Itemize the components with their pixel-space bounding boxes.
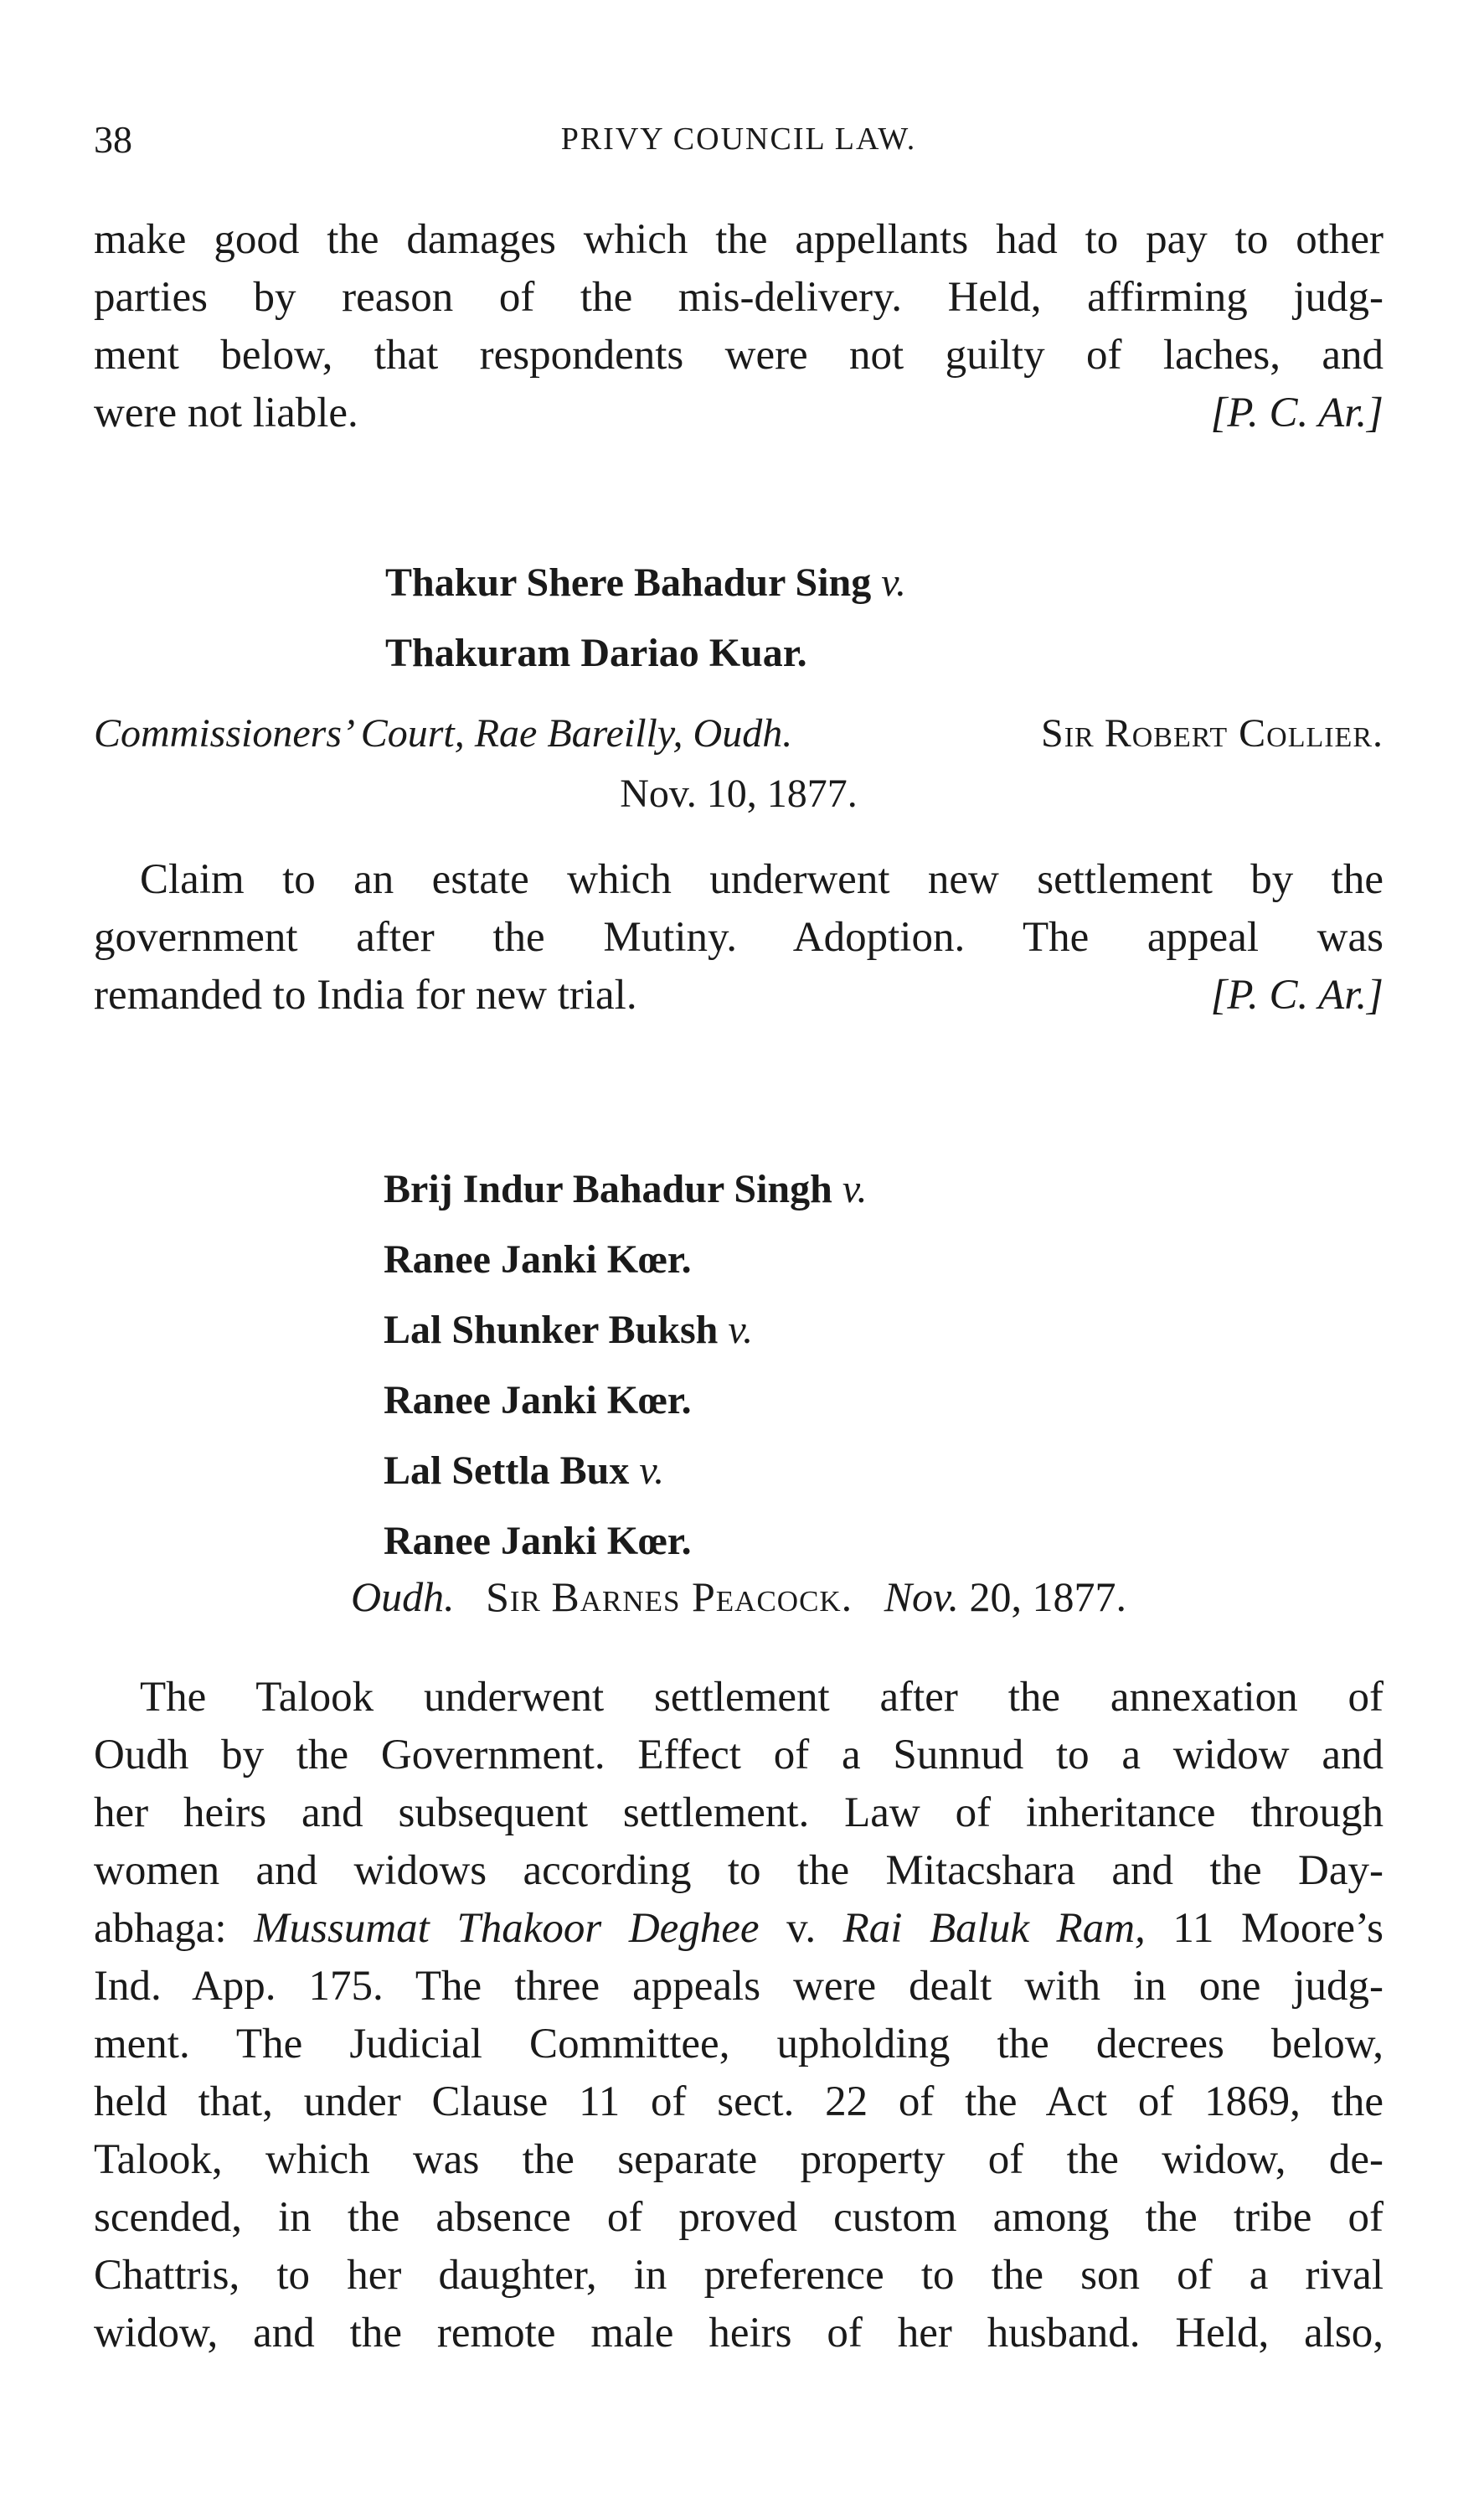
decision-date: 20, 1877. [969, 1573, 1127, 1620]
party-name: Brij Indur Bahadur Singh v. [384, 1167, 868, 1211]
case-2-court-line [94, 1567, 1384, 1627]
judge: Sir Robert Collier. [1041, 711, 1384, 756]
text-line: were not liable. [94, 390, 358, 436]
case-1-paragraph-cont [94, 909, 1384, 1025]
text-line: Ind. App. 175. The three appeals were dealt with in one judg- [94, 1963, 1384, 2010]
party-name: Lal Settla Bux v. [384, 1448, 665, 1493]
text-line: ment. The Judicial Committee, upholding the decrees below, [94, 2021, 1384, 2067]
judge-name: Barnes Peacock. [551, 1573, 853, 1620]
text-line: Chattris, to her daughter, in preference to the son of a rival [94, 2252, 1384, 2299]
party-name: Thakur Shere Bahadur Sing v. [385, 560, 906, 605]
case-1-parties [385, 548, 1474, 689]
running-title: PRIVY COUNCIL LAW. [560, 121, 917, 157]
case-2-summary [94, 1669, 1384, 2362]
case-2-parties [384, 1154, 1472, 1577]
text-line: women and widows according to the Mitacshara and the Day- [94, 1847, 1384, 1894]
text-line: widow, and the remote male heirs of her husband. Held, also, [94, 2310, 1384, 2357]
text-line: parties by reason of the mis-delivery. Held, affirming judg- [94, 274, 1384, 321]
court-name: Commissioners’ Court, Rae Bareilly, Oudh. [94, 711, 793, 756]
page-number: 38 [94, 118, 132, 161]
text-line: held that, under Clause 11 of sect. 22 of the Act of 1869, the [94, 2078, 1384, 2125]
case-0-summary [94, 211, 1384, 442]
page-header [94, 117, 1384, 168]
party-name: Ranee Janki Kœr. [384, 1378, 692, 1422]
citation: [P. C. Ar.] [1210, 390, 1384, 436]
text-line: her heirs and subsequent settlement. Law of inheritance through [94, 1789, 1384, 1836]
text-line: Talook, which was the separate property of the widow, de- [94, 2136, 1384, 2183]
text-line: scended, in the absence of proved custom among the tribe of [94, 2194, 1384, 2241]
judge-prefix: Sir [486, 1573, 541, 1620]
case-2-paragraph-cont [94, 1727, 1384, 2362]
citation: [P. C. Ar.] [1210, 972, 1384, 1019]
text-line-with-citation [94, 967, 1384, 1025]
party-name: Ranee Janki Kœr. [384, 1519, 692, 1563]
text-line: The Talook underwent settlement after the annexation of [140, 1674, 1384, 1721]
party-name: Thakuram Dariao Kuar. [385, 631, 807, 675]
text-line: make good the damages which the appellants had to pay to other [94, 216, 1384, 263]
decision-month: Nov. [884, 1573, 960, 1620]
case-2-paragraph [94, 1669, 1384, 1727]
case-1-court-line [94, 704, 1384, 824]
text-line: government after the Mutiny. Adoption. The appeal was [94, 914, 1384, 961]
text-line: Claim to an estate which underwent new settlement by the [140, 856, 1384, 903]
text-line: ment below, that respondents were not guilty of laches, and [94, 332, 1384, 379]
case-0-paragraph [94, 211, 1384, 442]
text-line: Oudh by the Government. Effect of a Sunnud to a widow and [94, 1732, 1384, 1778]
case-1-summary [94, 851, 1384, 1025]
text-line: remanded to India for new trial. [94, 972, 637, 1019]
case-1-paragraph [94, 851, 1384, 909]
party-name: Lal Shunker Buksh v. [384, 1308, 754, 1352]
text-line-with-citation [94, 385, 1384, 442]
text-line-with-case-citation: abhaga: Mussumat Thakoor Deghee v. Rai Baluk Ram, 11 Moore’s [94, 1905, 1384, 1952]
court-name: Oudh. [350, 1573, 455, 1620]
party-name: Ranee Janki Kœr. [384, 1237, 692, 1282]
decision-date: Nov. 10, 1877. [620, 772, 858, 816]
